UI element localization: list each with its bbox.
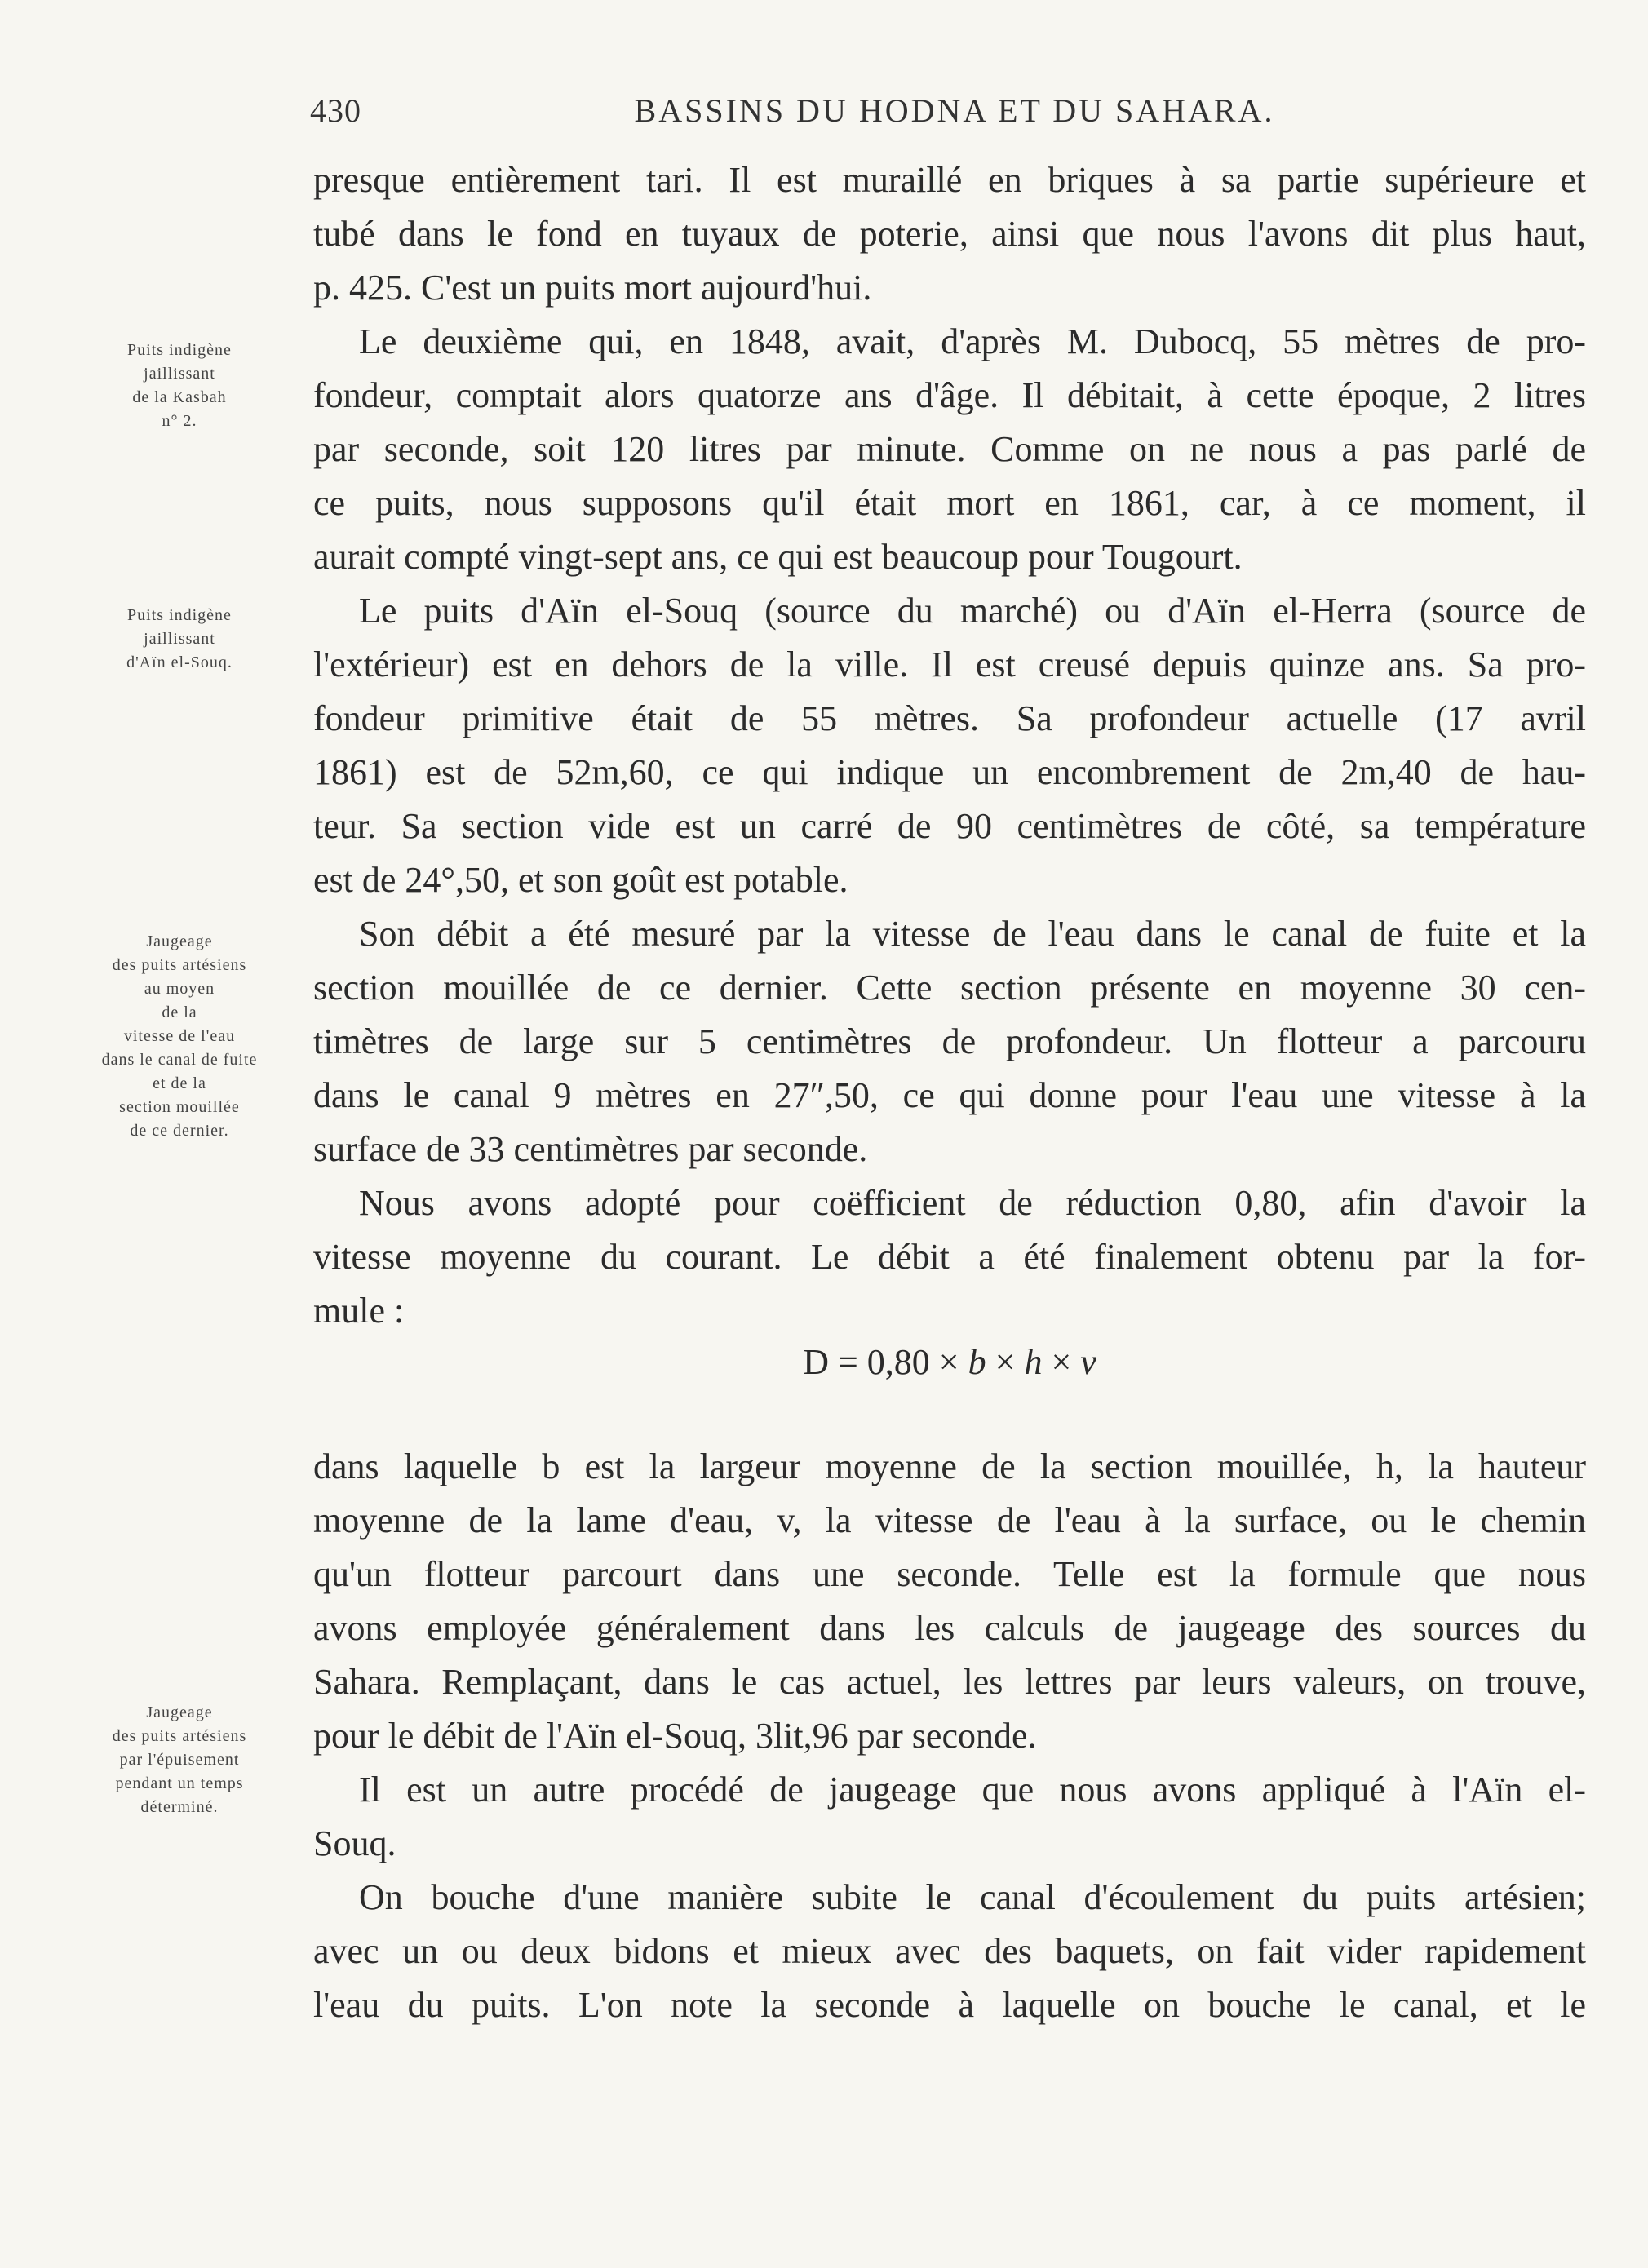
body-line: Sahara. Remplaçant, dans le cas actuel, les lettres par leurs valeurs, on trouve, (313, 1662, 1586, 1702)
margin-note-jaugeage-vitesse: Jaugeage des puits artésiens au moyen de la vitesse de l'eau dans le canal de fuite et de la section mouillée de ce dernier. (101, 932, 258, 1140)
body-line: avec un ou deux bidons et mieux avec des baquets, on fait vider rapidement (313, 1931, 1586, 1971)
body-line: surface de 33 centimètres par seconde. (313, 1129, 868, 1169)
body-line: aurait compté vingt-sept ans, ce qui est beaucoup pour Tougourt. (313, 537, 1243, 577)
body-line: Souq. (313, 1823, 396, 1863)
body-line: Le deuxième qui, en 1848, avait, d'après M. Dubocq, 55 mètres de pro- (359, 321, 1586, 361)
body-line: tubé dans le fond en tuyaux de poterie, ainsi que nous l'avons dit plus haut, (313, 214, 1586, 254)
body-line: p. 425. C'est un puits mort aujourd'hui. (313, 268, 872, 308)
body-line: 1861) est de 52m,60, ce qui indique un encombrement de 2m,40 de hau- (313, 752, 1586, 792)
body-line: fondeur primitive était de 55 mètres. Sa profondeur actuelle (17 avril (313, 698, 1586, 738)
body-line: par seconde, soit 120 litres par minute. Comme on ne nous a pas parlé de (313, 429, 1586, 469)
body-line: l'extérieur) est en dehors de la ville. Il est creusé depuis quinze ans. Sa pro- (313, 645, 1586, 684)
body-line: Son débit a été mesuré par la vitesse de l'eau dans le canal de fuite et la (359, 914, 1586, 954)
body-line: est de 24°,50, et son goût est potable. (313, 860, 848, 900)
body-line: Le puits d'Aïn el-Souq (source du marché) ou d'Aïn el-Herra (source de (359, 591, 1586, 631)
body-line: presque entièrement tari. Il est muraillé en briques à sa partie supérieure et (313, 160, 1586, 200)
body-line: On bouche d'une manière subite le canal d'écoulement du puits artésien; (359, 1877, 1586, 1917)
debit-formula: D = 0,80 × b × h × v (803, 1342, 1096, 1382)
running-header (310, 91, 1599, 140)
body-line: fondeur, comptait alors quatorze ans d'âge. Il débitait, à cette époque, 2 litres (313, 375, 1586, 415)
body-line: dans le canal 9 mètres en 27″,50, ce qui donne pour l'eau une vitesse à la (313, 1075, 1586, 1115)
body-line: pour le débit de l'Aïn el-Souq, 3lit,96 par seconde. (313, 1716, 1037, 1756)
body-line: timètres de large sur 5 centimètres de profondeur. Un flotteur a parcouru (313, 1021, 1586, 1061)
running-title: BASSINS DU HODNA ET DU SAHARA. (634, 92, 1275, 129)
body-line: mule : (313, 1291, 405, 1331)
margin-note-jaugeage-epuisement: Jaugeage des puits artésiens par l'épuisement pendant un temps déterminé. (112, 1703, 247, 1816)
body-line: vitesse moyenne du courant. Le débit a été finalement obtenu par la for- (313, 1237, 1586, 1277)
body-line: avons employée généralement dans les calculs de jaugeage des sources du (313, 1608, 1586, 1648)
body-line: Nous avons adopté pour coëfficient de réduction 0,80, afin d'avoir la (359, 1183, 1586, 1223)
body-line: moyenne de la lame d'eau, v, la vitesse de l'eau à la surface, ou le chemin (313, 1500, 1586, 1540)
body-line: teur. Sa section vide est un carré de 90 centimètres de côté, sa température (313, 806, 1586, 846)
body-line: qu'un flotteur parcourt dans une seconde. Telle est la formule que nous (313, 1554, 1586, 1594)
body-line: section mouillée de ce dernier. Cette section présente en moyenne 30 cen- (313, 968, 1586, 1008)
body-line: Il est un autre procédé de jaugeage que nous avons appliqué à l'Aïn el- (359, 1770, 1586, 1810)
body-line: l'eau du puits. L'on note la seconde à laquelle on bouche le canal, et le (313, 1985, 1586, 2025)
page-number: 430 (310, 92, 361, 129)
body-line: ce puits, nous supposons qu'il était mort en 1861, car, à ce moment, il (313, 483, 1586, 523)
margin-note-ain-el-souq: Puits indigène jaillissant d'Aïn el-Souq. (126, 606, 233, 671)
body-line: dans laquelle b est la largeur moyenne de la section mouillée, h, la hauteur (313, 1446, 1586, 1486)
margin-note-kasbah: Puits indigène jaillissant de la Kasbah n° 2. (127, 341, 232, 430)
